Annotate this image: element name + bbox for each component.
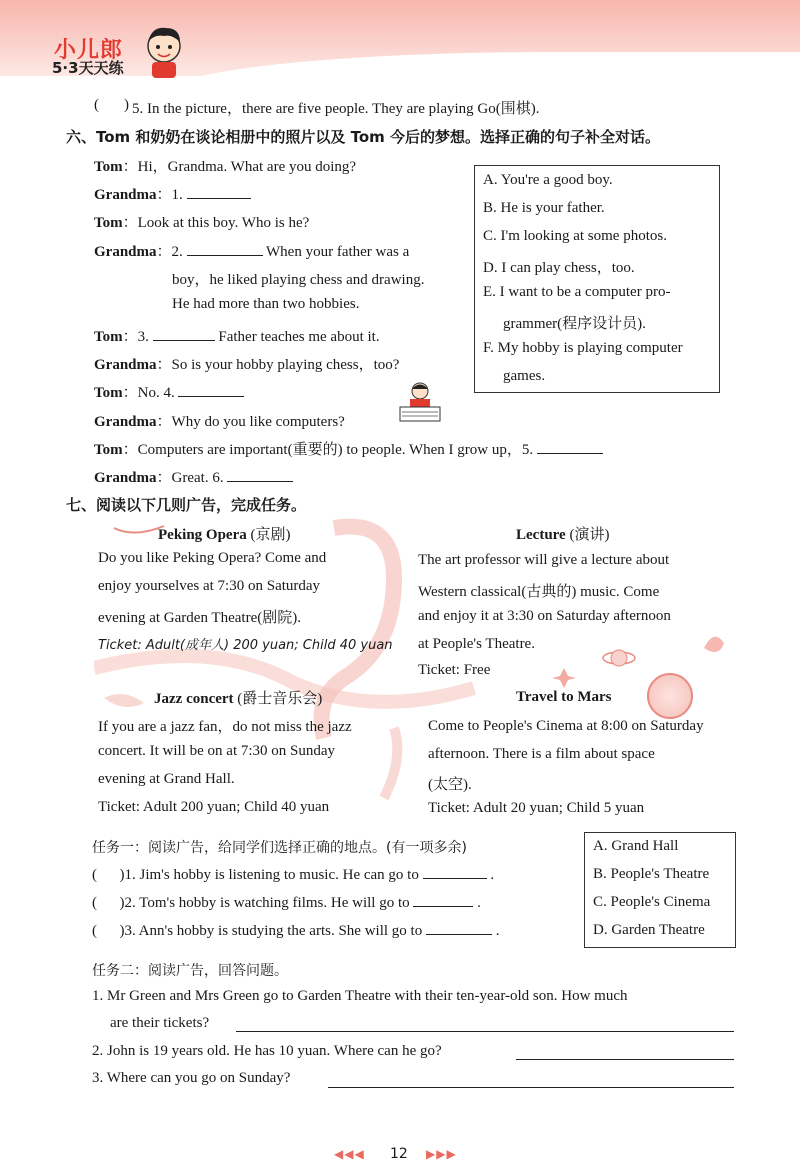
logo-title: 小儿郎 [54,38,124,63]
task-2-title: 任务二：阅读广告，回答问题。 [92,963,288,979]
option-e-cont: grammer(程序设计员). [503,316,646,332]
speaker: Grandma [94,244,157,260]
place-option: D. Garden Theatre [593,922,705,938]
task-2-q1-cont: are their tickets? [110,1015,210,1031]
answer-line-1[interactable] [236,1031,734,1032]
speaker: Tom [94,385,123,401]
ad-opera-line: evening at Garden Theatre(剧院). [98,610,301,626]
dialogue-line: Why do you like computers? [171,414,345,430]
ad-lecture-line: The art professor will give a lecture about [418,552,670,568]
ad-opera-title-cn: (京剧) [250,527,291,543]
ad-lecture-line: Western classical(古典的) music. Come [418,584,660,600]
dialogue-line: Father teaches me about it. [218,329,380,345]
ad-lecture-line: at People's Theatre. [418,636,535,652]
speaker: Tom [94,329,123,345]
page-number: 12 [390,1146,408,1162]
speaker: Tom [94,442,123,458]
dialogue-line: Look at this boy. Who is he? [137,215,310,231]
speaker: Tom [94,215,123,231]
place-option: A. Grand Hall [593,838,679,854]
task-1-title: 任务一：阅读广告，给同学们选择正确的地点。(有一项多余) [92,840,467,856]
footer-right-arrows-icon: ▶▶▶ [426,1147,457,1161]
answer-line-3[interactable] [328,1087,734,1088]
ad-jazz-line: evening at Grand Hall. [98,771,235,787]
dialogue-line: boy，he liked playing chess and drawing. [172,272,425,288]
ad-jazz-ticket: Ticket: Adult 200 yuan; Child 40 yuan [98,799,330,815]
speaker: Grandma [94,357,157,373]
ad-mars-line: afternoon. There is a film about space [428,746,655,762]
ad-mars-ticket: Ticket: Adult 20 yuan; Child 5 yuan [428,800,645,816]
option-e: E. I want to be a computer pro- [483,284,671,300]
task-1-options-box [584,832,736,948]
dialogue-line: 3. [137,329,149,345]
dialogue-line: When your father was a [266,244,410,260]
option-f-cont: games. [503,368,546,384]
dialogue-line: 2. [171,244,183,260]
ad-jazz-line: concert. It will be on at 7:30 on Sunday [98,743,336,759]
dialogue-line: So is your hobby playing chess，too? [171,357,400,373]
dialogue-line: Great. 6. [171,470,224,486]
section-7-title: 七、阅读以下几则广告，完成任务。 [66,496,307,514]
answer-blank-2[interactable] [187,242,263,256]
task-1-item: 1. Jim's hobby is listening to music. He can go to [124,867,419,883]
answer-blank-1[interactable] [187,185,251,199]
speaker: Grandma [94,414,157,430]
option-b: B. He is your father. [483,200,605,216]
task-2-q3: 3. Where can you go on Sunday? [92,1070,291,1086]
task-1-blank[interactable] [413,893,473,907]
ad-lecture-title: Lecture [516,527,566,543]
dialogue-line: Computers are important(重要的) to people. When I grow up，5. [137,442,534,458]
q5-text: 5. In the picture，there are five people. They are playing Go(围棋). [132,101,540,117]
speaker: Tom [94,159,123,175]
ad-lecture-line: and enjoy it at 3:30 on Saturday afternoon [418,608,671,624]
boy-at-computer-icon [394,380,446,424]
dialogue-options-box [474,165,720,393]
answer-blank-5[interactable] [537,440,603,454]
option-d: D. I can play chess，too. [483,260,635,276]
task-1-item: 2. Tom's hobby is watching films. He will go to [124,895,410,911]
task-1-blank[interactable] [423,865,487,879]
dialogue-line: No. 4. [137,385,175,401]
q5-paren-close: ) [124,97,129,113]
option-c: C. I'm looking at some photos. [483,228,667,244]
ad-lecture-title-cn: (演讲) [569,527,610,543]
ad-opera-line: enjoy yourselves at 7:30 on Saturday [98,578,321,594]
ad-lecture-ticket: Ticket: Free [418,662,491,678]
answer-blank-4[interactable] [178,383,244,397]
option-f: F. My hobby is playing computer [483,340,683,356]
logo-subtitle: 5·3天天练 [52,59,124,77]
answer-blank-3[interactable] [153,327,215,341]
dialogue-line: Hi，Grandma. What are you doing? [137,159,357,175]
place-option: C. People's Cinema [593,894,711,910]
task-2-q2: 2. John is 19 years old. He has 10 yuan. Where can he go? [92,1043,442,1059]
ad-opera-title: Peking Opera [158,527,247,543]
answer-line-2[interactable] [516,1059,734,1060]
ad-jazz-title: Jazz concert [154,691,234,707]
task-1-item: 3. Ann's hobby is studying the arts. She will go to [124,923,423,939]
boy-mascot-icon [142,22,188,80]
ad-mars-title: Travel to Mars [516,689,612,705]
q5-paren-open: ( [94,97,99,113]
footer-left-arrows-icon: ◀◀◀ [334,1147,365,1161]
task-2-q1: 1. Mr Green and Mrs Green go to Garden Theatre with their ten-year-old son. How much [92,988,628,1004]
section-6-title: 六、Tom 和奶奶在谈论相册中的照片以及 Tom 今后的梦想。选择正确的句子补全对话。 [66,128,661,146]
place-option: B. People's Theatre [593,866,710,882]
speaker: Grandma [94,187,157,203]
ad-opera-line: Do you like Peking Opera? Come and [98,550,327,566]
ad-mars-line: (太空). [428,777,472,793]
option-a: A. You're a good boy. [483,172,613,188]
task-1-blank[interactable] [426,921,492,935]
ad-opera-ticket: Ticket: Adult(成年人) 200 yuan; Child 40 yuan [98,638,393,653]
answer-blank-6[interactable] [227,468,293,482]
dialogue-line: He had more than two hobbies. [172,296,360,312]
ad-jazz-title-cn: (爵士音乐会) [237,691,323,707]
ad-mars-line: Come to People's Cinema at 8:00 on Saturday [428,718,704,734]
ad-jazz-line: If you are a jazz fan，do not miss the jazz [98,719,352,735]
speaker: Grandma [94,470,157,486]
dialogue-line: 1. [171,187,183,203]
